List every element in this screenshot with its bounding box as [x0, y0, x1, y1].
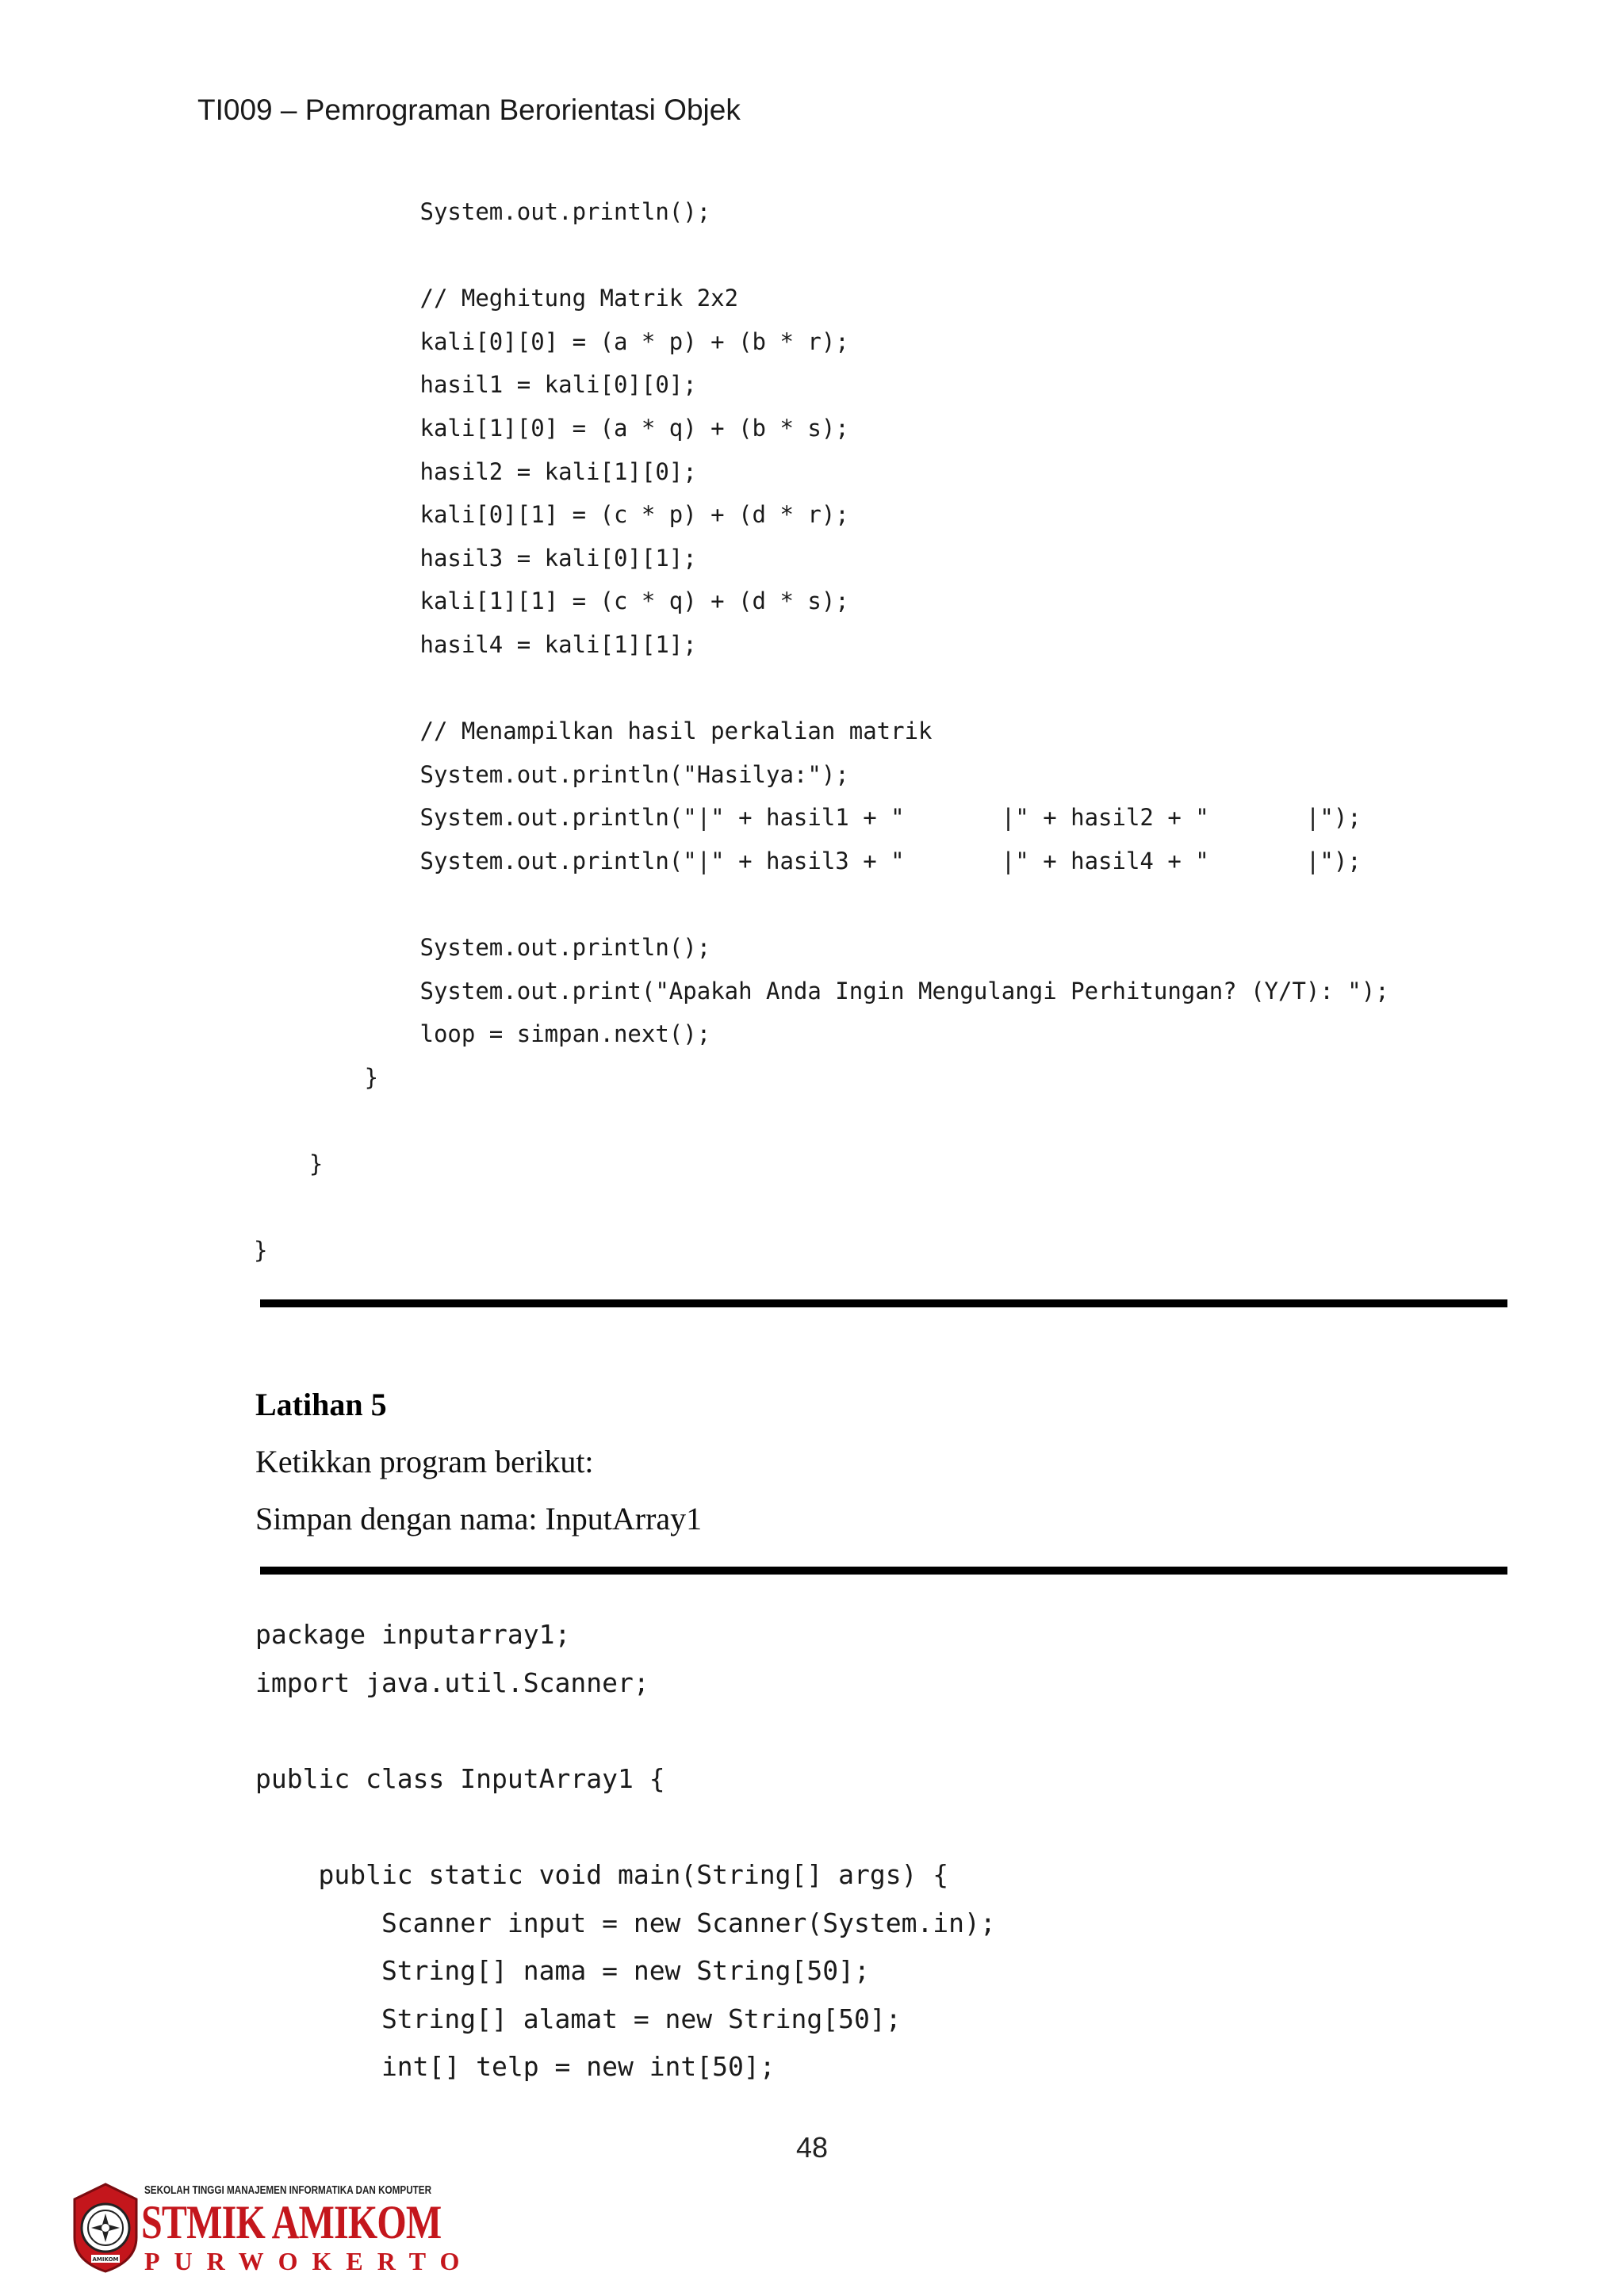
code-line: System.out.println("|" + hasil3 + " |" + hasil4 + " |"); — [254, 847, 1362, 874]
code-line: // Meghitung Matrik 2x2 — [254, 285, 739, 312]
logo-wordmark: STMIK AMIKOM — [141, 2196, 442, 2248]
code-line: loop = simpan.next(); — [254, 1020, 711, 1048]
code-line: hasil4 = kali[1][1]; — [254, 630, 697, 658]
code-line: System.out.print("Apakah Anda Ingin Mengulangi Perhitungan? (Y/T): "); — [254, 977, 1389, 1004]
stmik-amikom-emblem-icon — [70, 2182, 141, 2274]
section-divider-top — [260, 1299, 1507, 1307]
code-line — [255, 1707, 996, 1755]
logo-tagline: SEKOLAH TINGGI MANAJEMEN INFORMATIKA DAN KOMPUTER — [144, 2183, 432, 2197]
code-line: } — [254, 1237, 268, 1265]
code-line: kali[0][0] = (a * p) + (b * r); — [254, 327, 849, 355]
page-number: 48 — [795, 2131, 829, 2164]
code-line — [254, 667, 1389, 710]
code-line: System.out.println(); — [254, 934, 711, 962]
running-header: TI009 – Pemrograman Berorientasi Objek — [197, 94, 741, 126]
code-line: package inputarray1; — [255, 1619, 571, 1650]
code-line — [255, 1803, 996, 1851]
code-line: kali[1][0] = (a * q) + (b * s); — [254, 414, 849, 442]
code-line: String[] alamat = new String[50]; — [255, 2003, 902, 2034]
code-line — [254, 234, 1389, 277]
code-line: System.out.println("Hasilya:"); — [254, 760, 849, 788]
code-line: public static void main(String[] args) { — [255, 1858, 949, 1890]
code-line: import java.util.Scanner; — [255, 1667, 649, 1698]
emblem-text: AMIKOM — [92, 2256, 119, 2263]
code-line — [254, 1186, 1389, 1230]
code-line: // Menampilkan hasil perkalian matrik — [254, 718, 933, 745]
code-line: hasil3 = kali[0][1]; — [254, 544, 697, 572]
code-line: String[] nama = new String[50]; — [255, 1955, 870, 1987]
code-line: kali[0][1] = (c * p) + (d * r); — [254, 501, 849, 529]
code-line: kali[1][1] = (c * q) + (d * s); — [254, 587, 849, 615]
code-line: System.out.println("|" + hasil1 + " |" + hasil2 + " |"); — [254, 804, 1362, 832]
exercise-title: Latihan 5 — [255, 1387, 387, 1422]
section-divider-bottom — [260, 1567, 1507, 1575]
code-block-inputarray — [255, 1611, 996, 2091]
code-line: } — [254, 1150, 324, 1178]
code-line: } — [254, 1063, 379, 1091]
code-line: hasil1 = kali[0][0]; — [254, 371, 697, 399]
exercise-filename: Simpan dengan nama: InputArray1 — [255, 1501, 703, 1536]
code-line: hasil2 = kali[1][0]; — [254, 457, 697, 485]
code-block-matrix — [254, 190, 1389, 1272]
code-line: Scanner input = new Scanner(System.in); — [255, 1907, 996, 1938]
code-line — [254, 1099, 1389, 1142]
code-line: int[] telp = new int[50]; — [255, 2051, 776, 2083]
code-line: public class InputArray1 { — [255, 1762, 665, 1794]
code-line — [254, 883, 1389, 927]
code-line: System.out.println(); — [254, 198, 711, 225]
logo-city: PURWOKERTO — [144, 2247, 474, 2275]
exercise-instruction: Ketikkan program berikut: — [255, 1444, 594, 1479]
